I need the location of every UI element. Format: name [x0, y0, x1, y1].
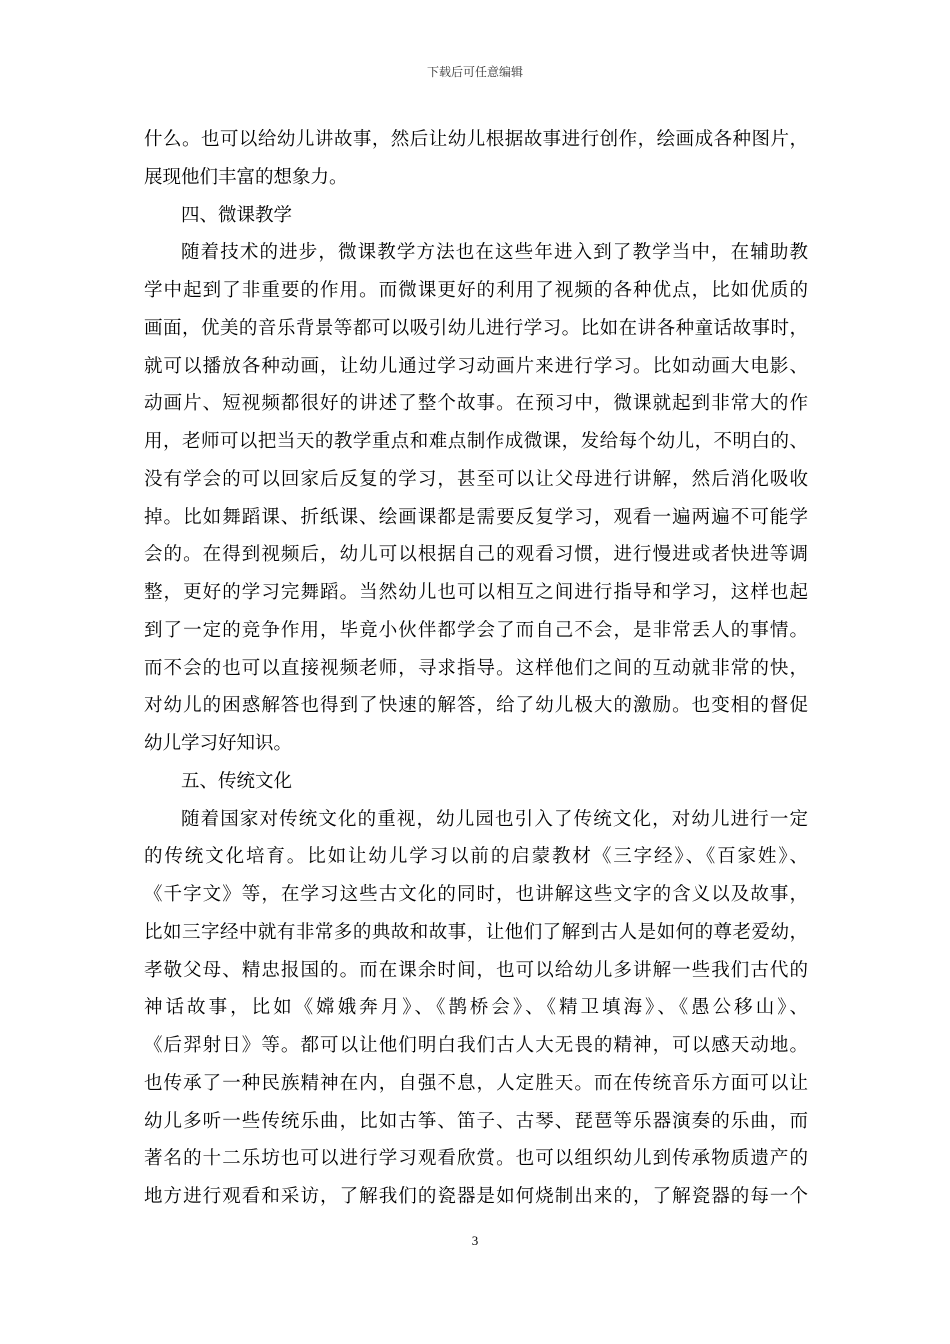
body-line: 展现他们丰富的想象力。	[144, 166, 348, 188]
body-line: 《后羿射日》等。都可以让他们明白我们古人大无畏的精神，可以感天动地。	[144, 1035, 808, 1056]
body-line: 随着技术的进步，微课教学方法也在这些年进入到了教学当中，在辅助教	[181, 242, 808, 264]
body-line: 学中起到了非重要的作用。而微课更好的利用了视频的各种优点，比如优质的	[144, 280, 808, 301]
body-line: 的传统文化培育。比如让幼儿学习以前的启蒙教材《三字经》、《百家姓》、	[144, 846, 808, 868]
body-line: 画面，优美的音乐背景等都可以吸引幼儿进行学习。比如在讲各种童话故事时，	[144, 317, 808, 339]
body-line: 就可以播放各种动画，让幼儿通过学习动画片来进行学习。比如动画大电影、	[144, 355, 808, 377]
body-line: 著名的十二乐坊也可以进行学习观看欣赏。也可以组织幼儿到传承物质遗产的	[144, 1148, 808, 1170]
body-line: 孝敬父母、精忠报国的。而在课余时间，也可以给幼儿多讲解一些我们古代的	[144, 959, 808, 981]
section-heading: 四、微课教学	[181, 204, 293, 226]
body-line: 什么。也可以给幼儿讲故事，然后让幼儿根据故事进行创作，绘画成各种图片，	[144, 129, 808, 150]
page-number: 3	[471, 1233, 479, 1248]
body-line: 地方进行观看和采访，了解我们的瓷器是如何烧制出来的，了解瓷器的每一个	[144, 1186, 808, 1207]
body-line: 用，老师可以把当天的教学重点和难点制作成微课，发给每个幼儿，不明白的、	[144, 431, 808, 452]
page-header: 下载后可任意编辑	[426, 65, 523, 79]
body-line: 而不会的也可以直接视频老师，寻求指导。这样他们之间的互动就非常的快，	[144, 657, 808, 679]
body-line: 幼儿学习好知识。	[144, 733, 293, 754]
body-line: 神话故事，比如《嫦娥奔月》、《鹊桥会》、《精卫填海》、《愚公移山》、	[144, 997, 808, 1019]
body-line: 幼儿多听一些传统乐曲，比如古筝、笛子、古琴、琵琶等乐器演奏的乐曲，而	[144, 1110, 808, 1132]
body-line: 没有学会的可以回家后反复的学习，甚至可以让父母进行讲解，然后消化吸收	[144, 468, 808, 490]
body-line: 比如三字经中就有非常多的典故和故事，让他们了解到古人是如何的尊老爱幼，	[144, 921, 808, 943]
body-line: 到了一定的竞争作用，毕竟小伙伴都学会了而自己不会，是非常丢人的事情。	[144, 619, 808, 641]
document-body	[144, 121, 808, 1216]
body-line: 也传承了一种民族精神在内，自强不息，人定胜天。而在传统音乐方面可以让	[144, 1072, 808, 1094]
section-heading: 五、传统文化	[181, 770, 293, 792]
body-line: 动画片、短视频都很好的讲述了整个故事。在预习中，微课就起到非常大的作	[144, 393, 808, 415]
body-line: 对幼儿的困惑解答也得到了快速的解答，给了幼儿极大的激励。也变相的督促	[144, 695, 808, 717]
body-line: 《千字文》等，在学习这些古文化的同时，也讲解这些文字的含义以及故事，	[144, 884, 808, 905]
body-line: 会的。在得到视频后，幼儿可以根据自己的观看习惯，进行慢进或者快进等调	[144, 544, 808, 566]
body-line: 随着国家对传统文化的重视，幼儿园也引入了传统文化，对幼儿进行一定	[181, 808, 808, 830]
body-line: 掉。比如舞蹈课、折纸课、绘画课都是需要反复学习，观看一遍两遍不可能学	[144, 506, 808, 528]
body-line: 整，更好的学习完舞蹈。当然幼儿也可以相互之间进行指导和学习，这样也起	[144, 582, 808, 603]
